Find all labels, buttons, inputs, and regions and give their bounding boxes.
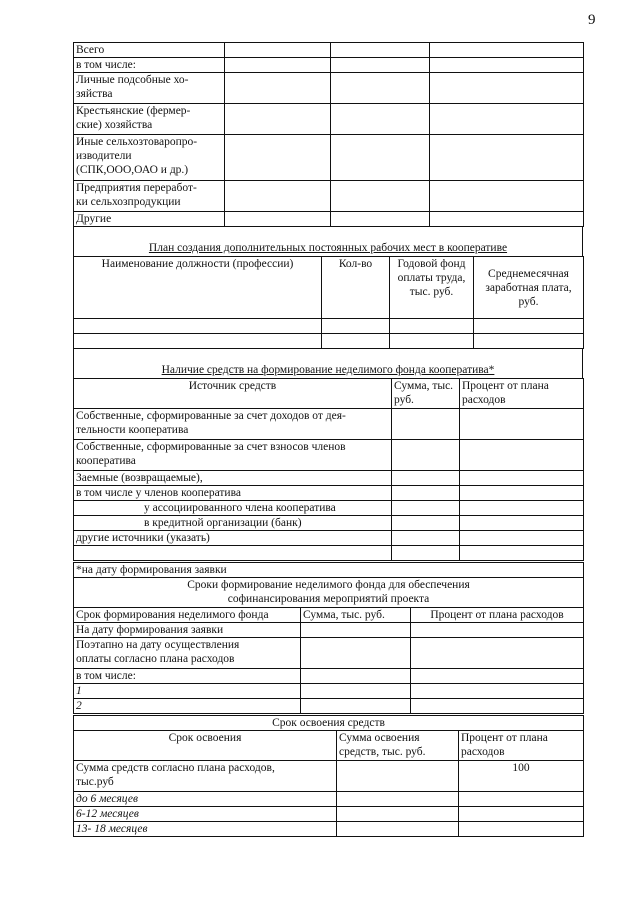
table-cell[interactable] bbox=[430, 73, 584, 104]
development-terms-table bbox=[73, 715, 584, 837]
table-cell[interactable] bbox=[392, 546, 460, 561]
table-cell[interactable] bbox=[331, 104, 430, 135]
fund-formation-title bbox=[74, 578, 584, 608]
table-row bbox=[74, 531, 584, 546]
row-label: 6-12 месяцев bbox=[74, 807, 337, 822]
footnote: *на дату формирования заявки bbox=[74, 563, 584, 578]
table-cell[interactable] bbox=[430, 135, 584, 181]
percent-value[interactable]: 100 bbox=[459, 761, 584, 792]
table-title-row bbox=[74, 716, 584, 731]
table-cell[interactable] bbox=[301, 669, 411, 684]
table-cell[interactable] bbox=[411, 669, 584, 684]
table-row bbox=[74, 516, 584, 531]
table-cell[interactable] bbox=[331, 212, 430, 227]
table-cell[interactable] bbox=[225, 104, 331, 135]
table-row bbox=[74, 822, 584, 837]
table-cell[interactable] bbox=[74, 334, 322, 349]
table-cell[interactable] bbox=[225, 73, 331, 104]
table-cell[interactable] bbox=[430, 58, 584, 73]
table-cell[interactable] bbox=[337, 822, 459, 837]
table-cell[interactable] bbox=[430, 43, 584, 58]
table-cell[interactable] bbox=[460, 531, 584, 546]
table-header-row bbox=[74, 608, 584, 623]
col-header-count: Кол-во bbox=[322, 257, 390, 319]
row-label: На дату формирования заявки bbox=[74, 623, 301, 638]
table-row bbox=[74, 212, 584, 227]
table-cell[interactable] bbox=[337, 807, 459, 822]
table-row bbox=[74, 563, 584, 578]
table-row bbox=[74, 409, 584, 440]
table-row bbox=[74, 43, 584, 58]
col-header-avg-salary: Среднемесячная заработная плата, руб. bbox=[474, 257, 584, 319]
percent-value[interactable] bbox=[459, 792, 584, 807]
col-header-sum: Сумма, тыс. руб. bbox=[392, 379, 460, 409]
table-cell[interactable] bbox=[392, 501, 460, 516]
row-label: Сумма средств согласно плана расходов, тыс.руб bbox=[74, 761, 337, 792]
row-label: в том числе: bbox=[74, 58, 225, 73]
table-row bbox=[74, 73, 584, 104]
table-cell[interactable] bbox=[460, 440, 584, 471]
title-line: софинансирования мероприятий проекта bbox=[227, 593, 430, 605]
table-cell[interactable] bbox=[225, 43, 331, 58]
col-header-annual-fund: Годовой фонд оплаты труда, тыс. руб. bbox=[390, 257, 474, 319]
table-cell[interactable] bbox=[301, 638, 411, 669]
table-cell[interactable] bbox=[460, 516, 584, 531]
table-row bbox=[74, 334, 584, 349]
table-cell[interactable] bbox=[225, 181, 331, 212]
table-cell[interactable] bbox=[430, 181, 584, 212]
table-row bbox=[74, 807, 584, 822]
table-row bbox=[74, 471, 584, 486]
table-cell[interactable] bbox=[331, 181, 430, 212]
table-cell[interactable] bbox=[392, 409, 460, 440]
row-label: Всего bbox=[74, 43, 225, 58]
table-cell[interactable] bbox=[390, 334, 474, 349]
title-text: План создания дополнительных постоянных рабочих мест в кооперативе bbox=[148, 242, 508, 254]
table-cell[interactable] bbox=[301, 699, 411, 714]
table-cell[interactable] bbox=[331, 43, 430, 58]
jobs-table-title bbox=[73, 241, 583, 255]
table-row bbox=[74, 501, 584, 516]
percent-value[interactable] bbox=[459, 807, 584, 822]
col-header-term: Срок освоения bbox=[74, 731, 337, 761]
table-row bbox=[74, 684, 584, 699]
table-row bbox=[74, 699, 584, 714]
table-cell[interactable] bbox=[460, 501, 584, 516]
table-header-row bbox=[74, 731, 584, 761]
col-header-position: Наименование должности (профессии) bbox=[74, 257, 322, 319]
row-label: у ассоциированного члена кооператива bbox=[74, 501, 392, 516]
row-label: Заемные (возвращаемые), bbox=[74, 471, 392, 486]
table-row bbox=[74, 135, 584, 181]
table-cell[interactable] bbox=[392, 516, 460, 531]
table-cell[interactable] bbox=[322, 334, 390, 349]
col-header-sum: Сумма, тыс. руб. bbox=[301, 608, 411, 623]
table-cell[interactable] bbox=[331, 135, 430, 181]
table-cell[interactable] bbox=[392, 471, 460, 486]
table-cell[interactable] bbox=[460, 409, 584, 440]
table-cell[interactable] bbox=[225, 58, 331, 73]
title-text: Наличие средств на формирование неделимого фонда кооператива* bbox=[161, 364, 495, 376]
table-row bbox=[74, 638, 584, 669]
row-label: Личные подсобные хо- зяйства bbox=[74, 73, 225, 104]
row-label: в том числе: bbox=[74, 669, 301, 684]
page-number: 9 bbox=[588, 12, 596, 28]
row-label: 13- 18 месяцев bbox=[74, 822, 337, 837]
table-row bbox=[74, 440, 584, 471]
table-cell[interactable] bbox=[460, 546, 584, 561]
row-label: 1 bbox=[74, 684, 301, 699]
row-label: 2 bbox=[74, 699, 301, 714]
table-cell[interactable] bbox=[430, 212, 584, 227]
table-cell[interactable] bbox=[322, 319, 390, 334]
table-row bbox=[74, 623, 584, 638]
row-label: в том числе у членов кооператива bbox=[74, 486, 392, 501]
table-title-row bbox=[74, 578, 584, 608]
table-cell[interactable] bbox=[74, 319, 322, 334]
row-label: Иные сельхозтоваропро- изводители (СПК,ООО,ОАО и др.) bbox=[74, 135, 225, 181]
fund-formation-table bbox=[73, 562, 584, 714]
table-cell[interactable] bbox=[392, 531, 460, 546]
col-header-term: Срок формирования неделимого фонда bbox=[74, 608, 301, 623]
table-row bbox=[74, 761, 584, 792]
table-header-row bbox=[74, 379, 584, 409]
development-terms-title: Срок освоения средств bbox=[74, 716, 584, 731]
producers-table bbox=[73, 42, 584, 227]
table-row bbox=[74, 319, 584, 334]
row-label: Другие bbox=[74, 212, 225, 227]
col-header-percent: Процент от плана расходов bbox=[411, 608, 584, 623]
table-cell[interactable] bbox=[430, 104, 584, 135]
table-cell[interactable] bbox=[337, 761, 459, 792]
table-header-row bbox=[74, 257, 584, 319]
percent-value[interactable] bbox=[459, 822, 584, 837]
table-cell[interactable] bbox=[225, 135, 331, 181]
table-row bbox=[74, 669, 584, 684]
table-cell[interactable] bbox=[411, 638, 584, 669]
row-label: Поэтапно на дату осуществления оплаты согласно плана расходов bbox=[74, 638, 301, 669]
table-cell[interactable] bbox=[331, 73, 430, 104]
table-row bbox=[74, 792, 584, 807]
col-header-sum: Сумма освоения средств, тыс. руб. bbox=[337, 731, 459, 761]
funds-sources-table bbox=[73, 378, 584, 561]
table-cell[interactable] bbox=[411, 623, 584, 638]
table-cell[interactable] bbox=[331, 58, 430, 73]
row-label: до 6 месяцев bbox=[74, 792, 337, 807]
table-cell[interactable] bbox=[392, 440, 460, 471]
table-row bbox=[74, 181, 584, 212]
table-cell[interactable] bbox=[474, 319, 584, 334]
table-cell[interactable] bbox=[474, 334, 584, 349]
row-label: Собственные, сформированные за счет взносов членов кооператива bbox=[74, 440, 392, 471]
table-cell[interactable] bbox=[390, 319, 474, 334]
table-cell[interactable] bbox=[460, 486, 584, 501]
table-cell[interactable] bbox=[411, 699, 584, 714]
table-cell[interactable] bbox=[337, 792, 459, 807]
funds-table-title bbox=[73, 363, 583, 377]
table-cell[interactable] bbox=[301, 684, 411, 699]
table-cell[interactable] bbox=[225, 212, 331, 227]
col-header-source: Источник средств bbox=[74, 379, 392, 409]
table-row bbox=[74, 546, 584, 561]
title-line: Сроки формирование неделимого фонда для обеспечения bbox=[187, 579, 470, 591]
table-row bbox=[74, 58, 584, 73]
table-cell[interactable] bbox=[411, 684, 584, 699]
table-cell[interactable] bbox=[392, 486, 460, 501]
col-header-percent: Процент от плана расходов bbox=[460, 379, 584, 409]
table-cell[interactable] bbox=[301, 623, 411, 638]
table-row bbox=[74, 104, 584, 135]
jobs-table bbox=[73, 256, 584, 349]
row-label: Собственные, сформированные за счет доходов от дея- тельности кооператива bbox=[74, 409, 392, 440]
table-cell[interactable] bbox=[460, 471, 584, 486]
table-row bbox=[74, 486, 584, 501]
row-label: Крестьянские (фермер- ские) хозяйства bbox=[74, 104, 225, 135]
row-label: Предприятия переработ- ки сельхозпродукции bbox=[74, 181, 225, 212]
row-label bbox=[74, 546, 392, 561]
col-header-percent: Процент от плана расходов bbox=[459, 731, 584, 761]
row-label: другие источники (указать) bbox=[74, 531, 392, 546]
row-label: в кредитной организации (банк) bbox=[74, 516, 392, 531]
